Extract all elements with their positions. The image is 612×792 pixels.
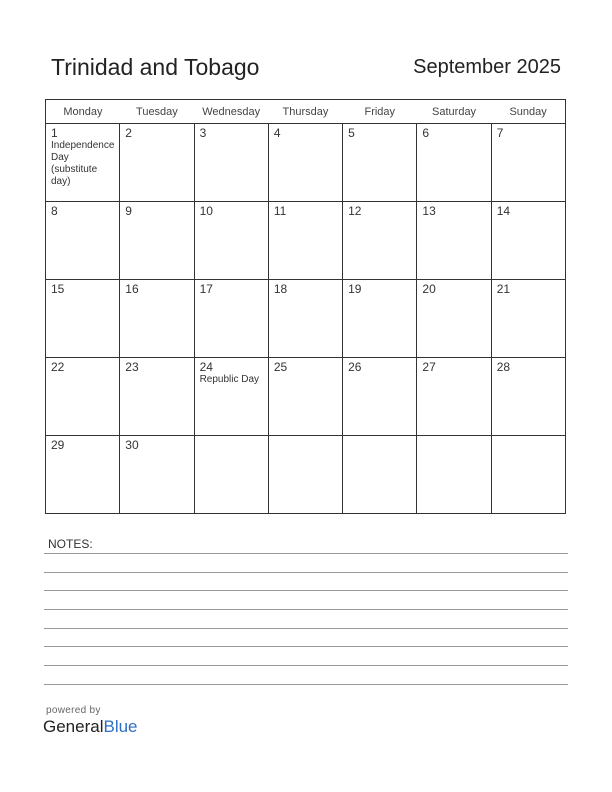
brand-blue: Blue [103, 717, 138, 736]
day-number: 18 [273, 282, 288, 296]
day-cell [268, 124, 342, 202]
day-number: 28 [496, 360, 511, 374]
day-number: 2 [125, 126, 132, 140]
day-cell [120, 358, 194, 436]
day-number: 14 [496, 204, 511, 218]
week-row-2 [46, 202, 566, 280]
day-number: 27 [422, 360, 436, 374]
note-line [44, 609, 568, 610]
day-number: 15 [51, 282, 65, 296]
day-cell [343, 280, 417, 358]
day-number: 22 [51, 360, 65, 374]
week-row-1 [46, 124, 566, 202]
day-cell [194, 124, 268, 202]
day-number: 29 [51, 438, 65, 452]
day-cell [268, 358, 342, 436]
country-title: Trinidad and Tobago [51, 54, 260, 80]
day-number: 5 [348, 126, 355, 140]
weekday-header-row [46, 100, 566, 124]
day-number: 26 [348, 360, 362, 374]
holiday-label: Republic Day [199, 374, 260, 385]
day-cell [417, 436, 491, 514]
day-number: 3 [199, 126, 207, 140]
day-cell [343, 358, 417, 436]
day-number: 12 [348, 204, 362, 218]
day-cell [120, 124, 194, 202]
day-cell [343, 124, 417, 202]
day-cell [46, 202, 120, 280]
day-number: 17 [199, 282, 213, 296]
month-title: September 2025 [413, 56, 561, 78]
day-number: 9 [125, 204, 132, 218]
holiday-label: Independence Day (substitute day) [51, 140, 115, 187]
day-number: 30 [125, 438, 139, 452]
generalblue-logo[interactable] [43, 717, 138, 737]
day-cell [491, 436, 565, 514]
day-number: 20 [422, 282, 436, 296]
note-line [44, 572, 568, 573]
weekday-sunday: Sunday [491, 100, 565, 124]
day-cell [491, 280, 565, 358]
day-cell [120, 436, 194, 514]
powered-by-text: powered by [46, 705, 101, 716]
day-number: 13 [422, 204, 436, 218]
note-line [44, 665, 568, 666]
day-cell [194, 202, 268, 280]
week-row-3 [46, 280, 566, 358]
day-cell [120, 280, 194, 358]
day-cell [343, 436, 417, 514]
day-cell [343, 202, 417, 280]
weekday-saturday: Saturday [417, 100, 491, 124]
day-number: 24 [199, 360, 213, 374]
brand-general: General [43, 717, 104, 736]
day-cell [491, 124, 565, 202]
note-line [44, 553, 568, 554]
day-cell [46, 280, 120, 358]
day-number: 7 [496, 126, 504, 140]
day-number: 19 [348, 282, 362, 296]
day-cell [417, 280, 491, 358]
note-line [44, 590, 568, 591]
day-number: 16 [125, 282, 139, 296]
day-cell [268, 280, 342, 358]
day-number: 25 [273, 360, 288, 374]
day-cell [491, 358, 565, 436]
note-line [44, 646, 568, 647]
week-row-4 [46, 358, 566, 436]
weekday-friday: Friday [343, 100, 417, 124]
day-cell [120, 202, 194, 280]
weekday-tuesday: Tuesday [120, 100, 194, 124]
day-cell [417, 202, 491, 280]
day-cell [268, 436, 342, 514]
day-cell [194, 358, 268, 436]
day-cell [417, 358, 491, 436]
note-line [44, 628, 568, 629]
day-cell [46, 436, 120, 514]
weekday-wednesday: Wednesday [194, 100, 268, 124]
day-number: 21 [496, 282, 511, 296]
day-number: 10 [199, 204, 213, 218]
weekday-thursday: Thursday [268, 100, 342, 124]
day-cell [268, 202, 342, 280]
day-cell [417, 124, 491, 202]
notes-label: NOTES: [48, 537, 93, 551]
day-number: 8 [51, 204, 58, 218]
weekday-monday: Monday [46, 100, 120, 124]
day-cell [46, 358, 120, 436]
day-number: 6 [422, 126, 430, 140]
week-row-5 [46, 436, 566, 514]
day-cell [194, 280, 268, 358]
day-cell [194, 436, 268, 514]
day-number: 4 [273, 126, 281, 140]
day-cell [46, 124, 120, 202]
note-line [44, 684, 568, 685]
day-cell [491, 202, 565, 280]
day-number: 23 [125, 360, 139, 374]
day-number: 1 [51, 126, 58, 140]
day-number: 11 [273, 204, 287, 218]
calendar-grid [45, 99, 566, 514]
